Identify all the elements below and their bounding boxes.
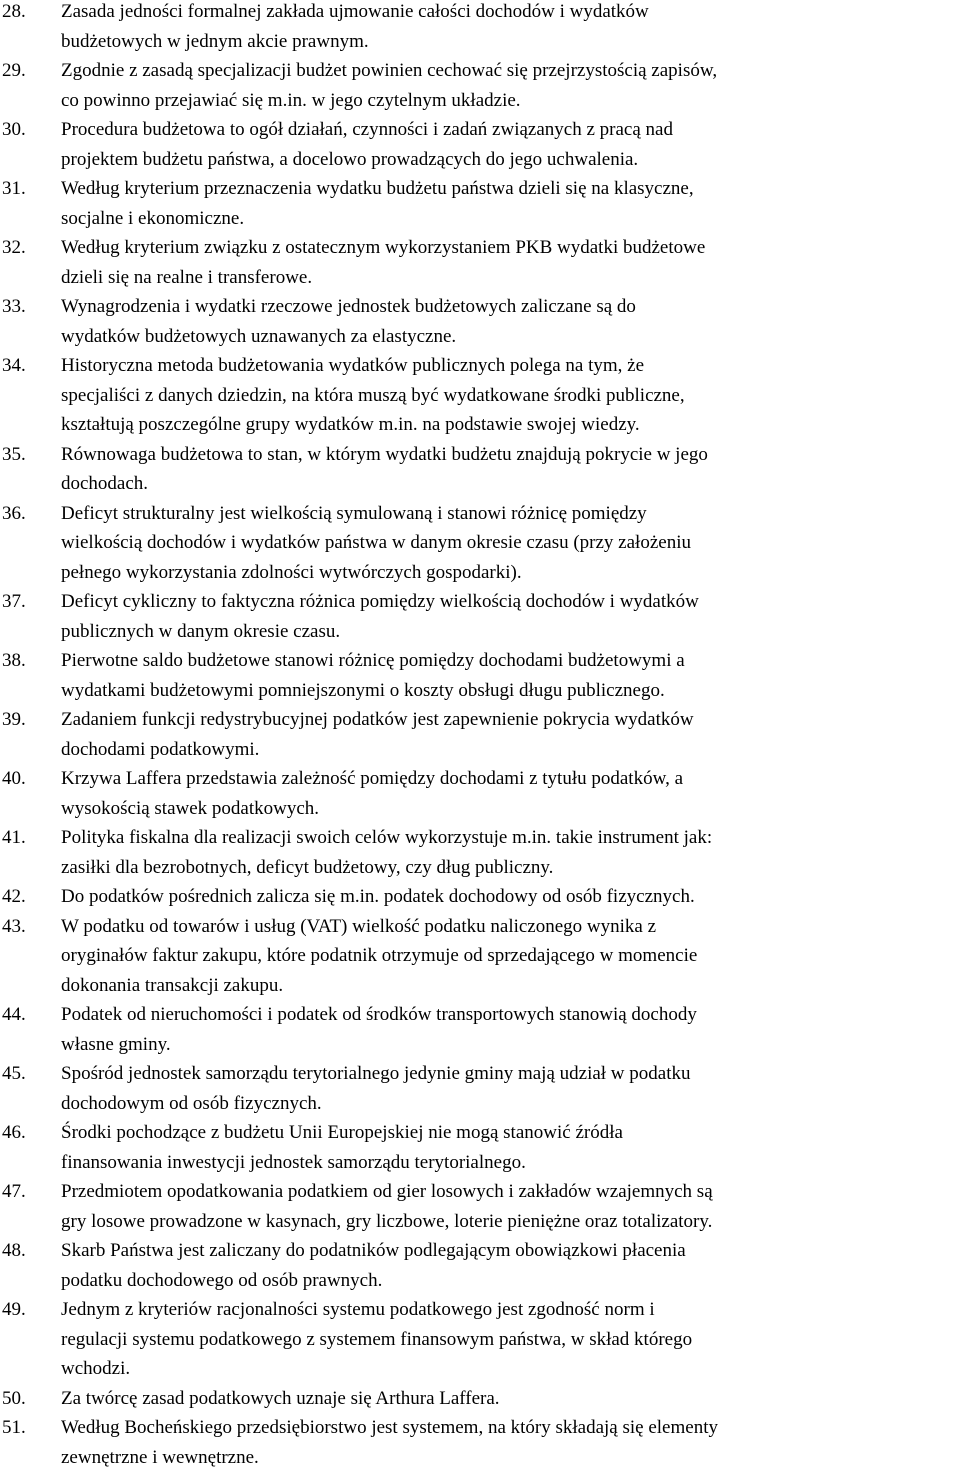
item-text-line: zewnętrzne i wewnętrzne. [61, 1446, 259, 1468]
item-text-line: Według kryterium związku z ostatecznym wykorzystaniem PKB wydatki budżetowe [61, 237, 706, 258]
item-number: 39. [2, 709, 26, 730]
item-text-line: wielkością dochodów i wydatków państwa w danym okresie czasu (przy założeniu [61, 532, 691, 553]
item-text-line: Do podatków pośrednich zalicza się m.in. podatek dochodowy od osób fizycznych. [61, 886, 695, 907]
item-text-line: Krzywa Laffera przedstawia zależność pomiędzy dochodami z tytułu podatków, a [61, 768, 683, 789]
item-number: 29. [2, 60, 26, 81]
item-text [61, 233, 956, 292]
item-text [61, 912, 956, 1001]
item-text-line: Równowaga budżetowa to stan, w którym wydatki budżetu znajdują pokrycie w jego [61, 443, 708, 465]
item-text [61, 1384, 956, 1414]
item-text-line: W podatku od towarów i usług (VAT) wielkość podatku naliczonego wynika z [61, 915, 657, 937]
item-text-line: Deficyt cykliczny to faktyczna różnica pomiędzy wielkością dochodów i wydatków [61, 591, 699, 612]
item-text-line: dochodami podatkowymi. [61, 738, 260, 760]
item-text-line: Historyczna metoda budżetowania wydatków publicznych polega na tym, że [61, 355, 644, 376]
item-text-line: Skarb Państwa jest zaliczany do podatników podlegającym obowiązkowi płacenia [61, 1240, 686, 1261]
item-text-line: Za twórcę zasad podatkowych uznaje się Arthura Laffera. [61, 1387, 500, 1409]
item-text [61, 499, 956, 588]
item-number: 40. [2, 768, 26, 789]
item-number: 48. [2, 1240, 26, 1261]
item-number: 43. [2, 915, 26, 937]
item-number: 37. [2, 591, 26, 612]
item-text-line: Zgodnie z zasadą specjalizacji budżet powinien cechować się przejrzystością zapisów, [61, 60, 718, 81]
item-text-line: projektem budżetu państwa, a docelowo prowadzących do jego uchwalenia. [61, 148, 639, 170]
item-number: 36. [2, 502, 26, 524]
item-text-line: zasiłki dla bezrobotnych, deficyt budżetowy, czy dług publiczny. [61, 856, 554, 878]
item-text-line: regulacji systemu podatkowego z systemem finansowym państwa, w skład którego [61, 1328, 693, 1350]
item-text-line: gry losowe prowadzone w kasynach, gry liczbowe, loterie pieniężne oraz totalizatory. [61, 1210, 713, 1232]
item-text-line: finansowania inwestycji jednostek samorządu terytorialnego. [61, 1151, 526, 1173]
item-text-line: dokonania transakcji zakupu. [61, 974, 284, 996]
item-number: 45. [2, 1063, 26, 1084]
item-text [61, 1295, 956, 1384]
item-text-line: Spośród jednostek samorządu terytorialnego jedynie gminy mają udział w podatku [61, 1063, 691, 1084]
item-text-line: Przedmiotem opodatkowania podatkiem od gier losowych i zakładów wzajemnych są [61, 1181, 713, 1202]
item-text-line: pełnego wykorzystania zdolności wytwórczych gospodarki). [61, 561, 522, 583]
item-text-line: wysokością stawek podatkowych. [61, 797, 320, 819]
item-text [61, 882, 956, 912]
item-text-line: Środki pochodzące z budżetu Unii Europejskiej nie mogą stanowić źródła [61, 1122, 623, 1143]
item-text-line: Według kryterium przeznaczenia wydatku budżetu państwa dzieli się na klasyczne, [61, 178, 694, 199]
item-text-line: podatku dochodowego od osób prawnych. [61, 1269, 383, 1291]
item-number: 42. [2, 886, 26, 907]
item-number: 28. [2, 1, 26, 22]
item-text-line: Zasada jedności formalnej zakłada ujmowanie całości dochodów i wydatków [61, 1, 649, 22]
item-number: 46. [2, 1122, 26, 1143]
item-text-line: specjaliści z danych dziedzin, na która muszą być wydatkowane środki publiczne, [61, 384, 685, 406]
item-text-line: Zadaniem funkcji redystrybucyjnej podatków jest zapewnienie pokrycia wydatków [61, 709, 694, 730]
item-text [61, 705, 956, 764]
item-text [61, 292, 956, 351]
item-number: 34. [2, 355, 26, 376]
item-text-line: dzieli się na realne i transferowe. [61, 266, 313, 288]
item-text-line: Według Bocheńskiego przedsiębiorstwo jest systemem, na który składają się elementy [61, 1417, 718, 1438]
item-text [61, 56, 956, 115]
item-text [61, 440, 956, 499]
item-number: 31. [2, 178, 26, 199]
item-text-line: socjalne i ekonomiczne. [61, 207, 245, 229]
item-text-line: dochodach. [61, 473, 149, 494]
item-number: 35. [2, 443, 26, 465]
item-text [61, 174, 956, 233]
item-number: 47. [2, 1181, 26, 1202]
item-text-line: Jednym z kryteriów racjonalności systemu podatkowego jest zgodność norm i [61, 1299, 655, 1320]
item-text-line: oryginałów faktur zakupu, które podatnik otrzymuje od sprzedającego w momencie [61, 945, 698, 966]
item-text [61, 1118, 956, 1177]
item-number: 30. [2, 119, 26, 140]
item-text-line: Podatek od nieruchomości i podatek od środków transportowych stanowią dochody [61, 1004, 697, 1025]
item-number: 32. [2, 237, 26, 258]
item-number: 41. [2, 827, 26, 848]
item-number: 50. [2, 1387, 26, 1409]
item-text-line: wydatkami budżetowymi pomniejszonymi o koszty obsługi długu publicznego. [61, 679, 665, 701]
item-text [61, 1413, 956, 1472]
item-text-line: Pierwotne saldo budżetowe stanowi różnicę pomiędzy dochodami budżetowymi a [61, 650, 685, 671]
item-text-line: Wynagrodzenia i wydatki rzeczowe jednostek budżetowych zaliczane są do [61, 296, 636, 317]
item-number: 44. [2, 1004, 26, 1025]
item-text-line: budżetowych w jednym akcie prawnym. [61, 30, 369, 52]
item-text-line: kształtują poszczególne grupy wydatków m.in. na podstawie swojej wiedzy. [61, 414, 640, 435]
item-text-line: publicznych w danym okresie czasu. [61, 620, 341, 642]
item-number: 33. [2, 296, 26, 317]
item-text [61, 1177, 956, 1236]
item-text [61, 1059, 956, 1118]
item-text [61, 1236, 956, 1295]
item-text [61, 351, 956, 440]
item-text [61, 764, 956, 823]
item-text-line: dochodowym od osób fizycznych. [61, 1092, 322, 1114]
item-text-line: Deficyt strukturalny jest wielkością symulowaną i stanowi różnicę pomiędzy [61, 502, 647, 524]
item-text [61, 823, 956, 882]
item-text-line: własne gminy. [61, 1033, 171, 1055]
item-text [61, 1000, 956, 1059]
item-text [61, 587, 956, 646]
item-text [61, 115, 956, 174]
item-number: 49. [2, 1299, 26, 1320]
item-text-line: co powinno przejawiać się m.in. w jego czytelnym układzie. [61, 89, 521, 111]
item-text-line: Polityka fiskalna dla realizacji swoich celów wykorzystuje m.in. takie instrument jak: [61, 827, 713, 848]
item-text [61, 0, 956, 56]
item-number: 51. [2, 1417, 26, 1438]
item-number: 38. [2, 650, 26, 671]
item-text-line: wchodzi. [61, 1358, 131, 1379]
item-text [61, 646, 956, 705]
item-text-line: Procedura budżetowa to ogół działań, czynności i zadań związanych z pracą nad [61, 119, 673, 140]
item-text-line: wydatków budżetowych uznawanych za elastyczne. [61, 325, 457, 347]
